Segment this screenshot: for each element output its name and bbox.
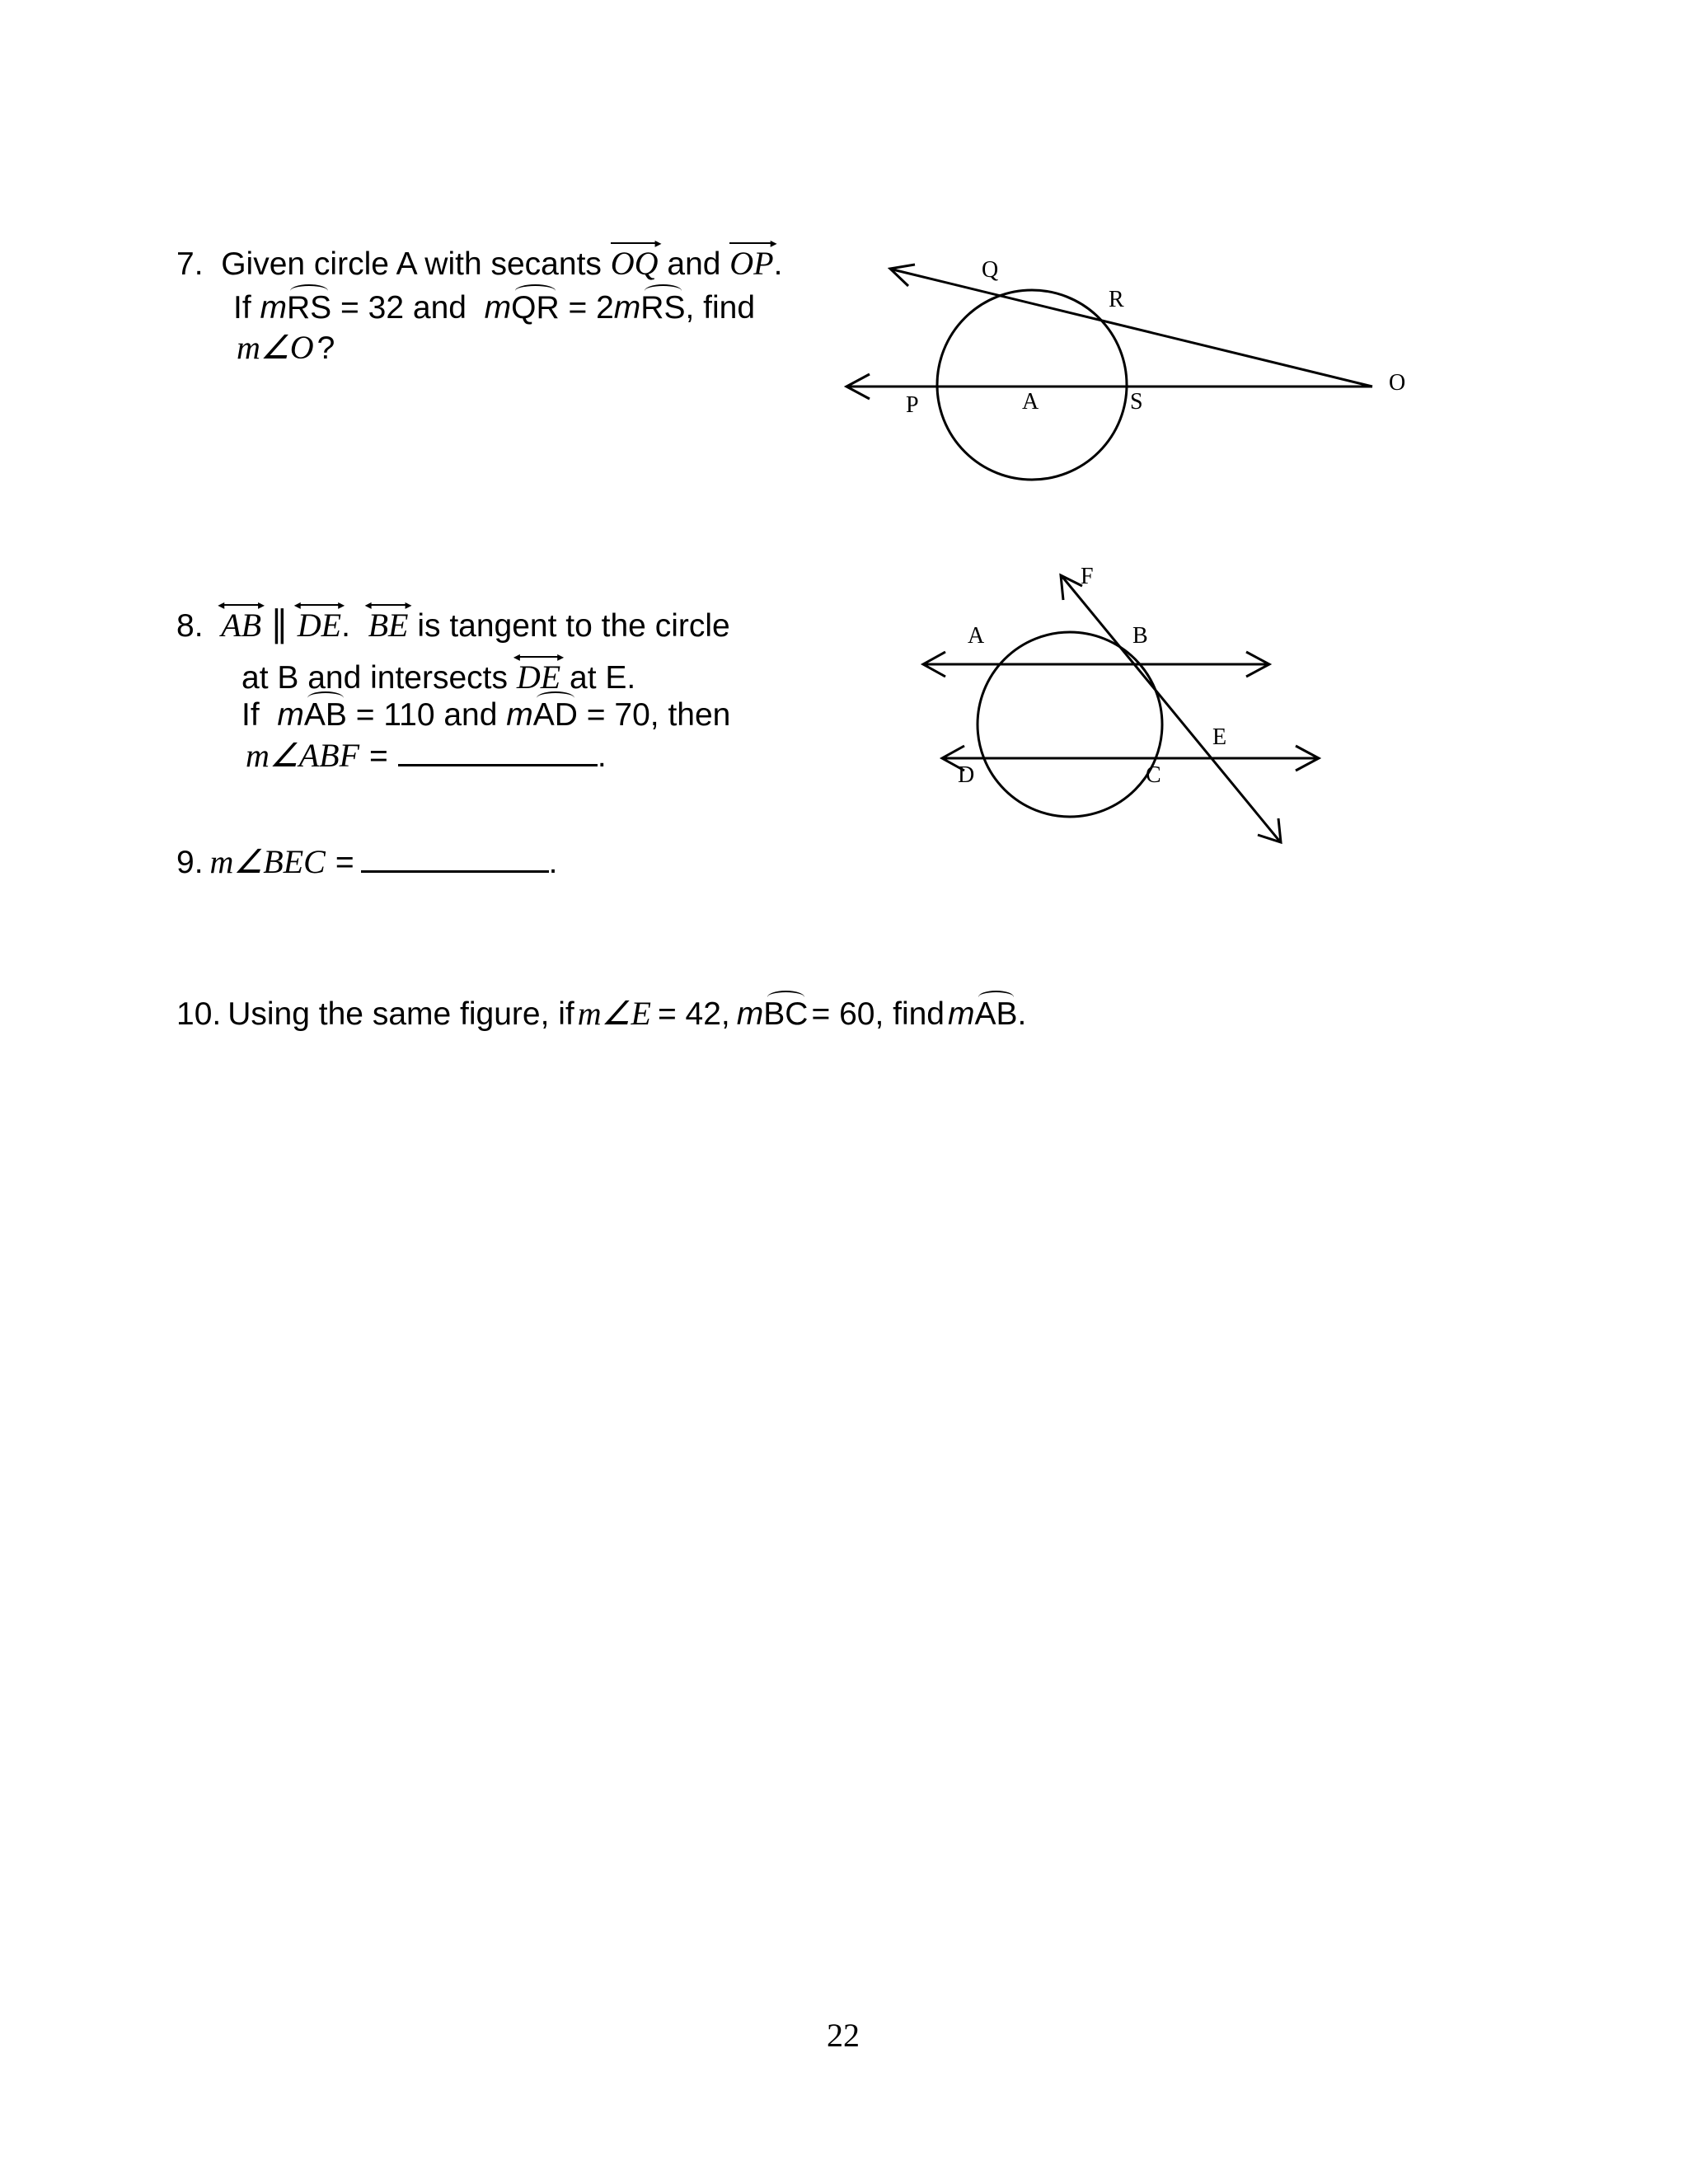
problem-7-line-3: m∠O ? [237, 329, 335, 366]
problem-number: 9. [176, 845, 204, 880]
answer-blank-9[interactable] [361, 842, 549, 873]
arc-ab: AB [303, 697, 347, 733]
problem-number: 8. [176, 608, 204, 644]
label-f: F [1081, 564, 1094, 589]
segment-op: ▸ OP [729, 237, 777, 282]
problem-8-line-2: at B and intersects ◂ ▸ DE at E. [241, 650, 636, 696]
label-a: A [1022, 389, 1039, 415]
arc-ad: AD [532, 697, 578, 733]
label-e: E [1212, 724, 1227, 750]
problem-8-line-1: 8. ◂ ▸ AB ∥ ◂ ▸ DE. ◂ ▸ BE is tangent to the circle [176, 598, 730, 644]
arc-ab: AB [974, 996, 1018, 1032]
label-o: O [1389, 370, 1406, 396]
line-de-2: ◂ ▸ DE [513, 650, 565, 696]
label-q: Q [982, 257, 999, 283]
angle-e: m∠E [577, 995, 651, 1032]
arc-qr: QR [511, 290, 560, 326]
page-number: 22 [827, 2017, 860, 2054]
problem-8-line-4: m∠ABF = . [246, 737, 607, 774]
label-p: P [906, 392, 919, 418]
line-de: ◂ ▸ DE [293, 598, 345, 644]
angle-abf: m∠ABF [246, 737, 360, 774]
problem-8-line-3: If mAB = 110 and mAD = 70, then [241, 697, 731, 733]
segment-oq: ▸ OQ [610, 237, 662, 282]
problem-7-line-1: 7. Given circle A with secants ▸ OQ and ▸ OP. [176, 237, 783, 282]
arc-rs: RS [287, 290, 332, 326]
angle-o: m∠O [237, 329, 314, 366]
problem-number: 10. [176, 996, 222, 1032]
label-b: B [1132, 623, 1148, 649]
arc-bc: BC [763, 996, 809, 1032]
label-s: S [1130, 389, 1143, 415]
problem-9: 9. m∠BEC = . [176, 843, 558, 880]
label-a: A [968, 623, 985, 649]
line-be: ◂ ▸ BE [364, 598, 412, 644]
line-ab: ◂ ▸ AB [218, 598, 265, 644]
label-r: R [1109, 287, 1124, 312]
angle-bec: m∠BEC [209, 843, 326, 880]
label-d: D [958, 762, 975, 788]
problem-10: 10. Using the same figure, if m∠E = 42, mBC = 60, find mAB. [176, 995, 1027, 1032]
label-c: C [1146, 762, 1161, 788]
line-be [1062, 577, 1279, 841]
circle [978, 632, 1162, 817]
problem-7-line-2: If mRS = 32 and mQR = 2mRS, find [233, 290, 756, 326]
arc-rs-2: RS [640, 290, 686, 326]
problem-number: 7. [176, 246, 204, 282]
